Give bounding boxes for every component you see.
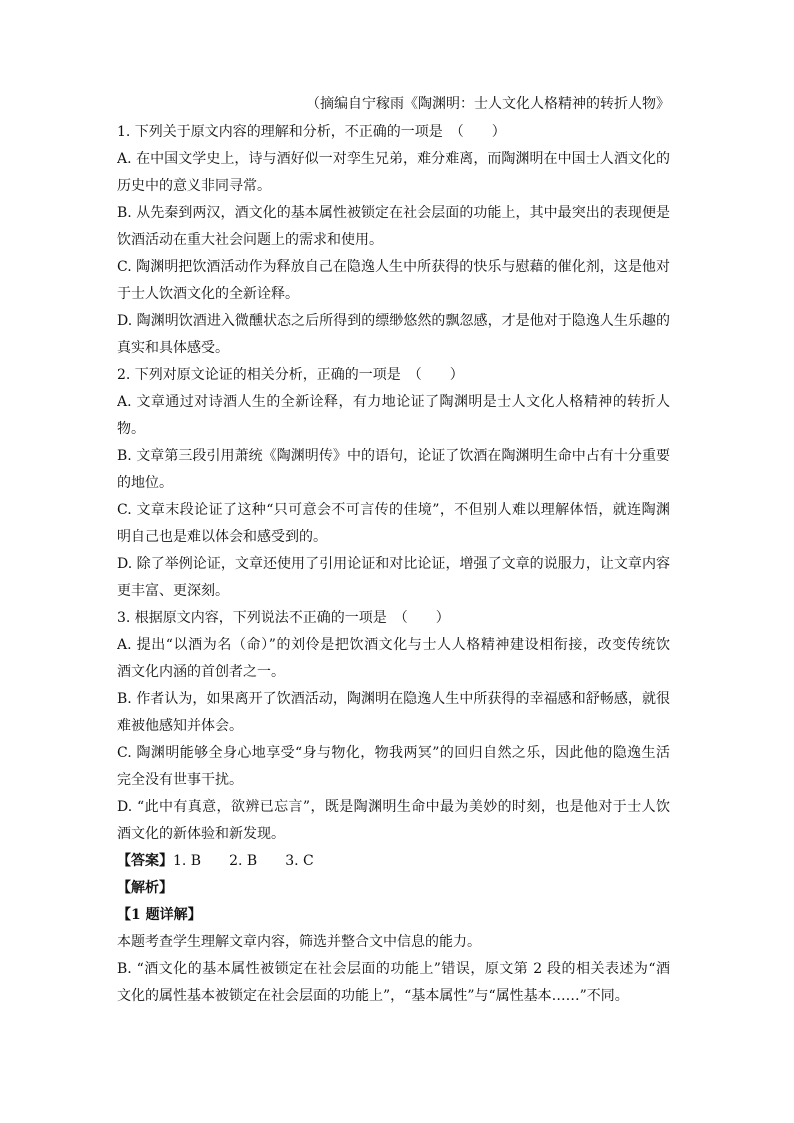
question-3-option-d: D. “此中有真意，欲辨已忘言”，既是陶渊明生命中最为美妙的时刻，也是他对于士人饮	[117, 799, 670, 815]
question-3-option-a-cont: 酒文化内涵的首创者之一。	[117, 664, 285, 680]
question-3-option-b-cont: 难被他感知并体会。	[117, 718, 243, 734]
question-1-option-a-cont: 历史中的意义非同寻常。	[117, 178, 271, 194]
question-1-option-c: C. 陶渊明把饮酒活动作为释放自己在隐逸人生中所获得的快乐与慰藉的催化剂，这是他对	[117, 259, 670, 275]
question-body	[117, 119, 670, 1010]
question-1-option-b: B. 从先秦到两汉，酒文化的基本属性被锁定在社会层面的功能上，其中最突出的表现便是	[117, 205, 670, 221]
question-2-option-d: D. 除了举例论证，文章还使用了引用论证和对比论证，增强了文章的说服力，让文章内容	[117, 556, 670, 572]
question-1-option-c-cont: 于士人饮酒文化的全新诠释。	[117, 286, 299, 302]
question-1-option-d: D. 陶渊明饮酒进入微醺状态之后所得到的缥缈悠然的飘忽感，才是他对于隐逸人生乐趣的	[117, 313, 670, 329]
answer-values: 1. B 2. B 3. C	[173, 853, 314, 869]
question-2-option-c: C. 文章末段论证了这种“只可意会不可言传的佳境”，不但别人难以理解体悟，就连陶渊	[117, 502, 670, 518]
question-3-stem: 3. 根据原文内容，下列说法不正确的一项是 （ ）	[117, 610, 450, 626]
question-1-option-b-cont: 饮酒活动在重大社会问题上的需求和使用。	[117, 232, 383, 248]
question-2-option-b-cont: 的地位。	[117, 475, 173, 491]
detail-option-b: B. “酒文化的基本属性被锁定在社会层面的功能上”错误，原文第 2 段的相关表述为“酒	[117, 961, 670, 977]
question-2-option-d-cont: 更丰富、更深刻。	[117, 583, 229, 599]
detail-intro: 本题考查学生理解文章内容，筛选并整合文中信息的能力。	[117, 934, 481, 950]
question-2-stem: 2. 下列对原文论证的相关分析，正确的一项是 （ ）	[117, 367, 464, 383]
answer-line	[117, 848, 670, 875]
question-2-option-a: A. 文章通过对诗酒人生的全新诠释，有力地论证了陶渊明是士人文化人格精神的转折人	[117, 394, 670, 410]
question-3-option-c-cont: 完全没有世事干扰。	[117, 772, 243, 788]
detail-label: 【1 题详解】	[117, 907, 202, 923]
question-3-option-d-cont: 酒文化的新体验和新发现。	[117, 826, 285, 842]
question-1-stem: 1. 下列关于原文内容的理解和分析，不正确的一项是 （ ）	[117, 124, 506, 140]
question-3-option-a: A. 提出“以酒为名（命）”的刘伶是把饮酒文化与士人人格精神建设相衔接，改变传统饮	[117, 637, 670, 653]
question-2-option-c-cont: 明自己也是难以体会和感受到的。	[117, 529, 327, 545]
question-3-option-b: B. 作者认为，如果离开了饮酒活动，陶渊明在隐逸人生中所获得的幸福感和舒畅感，就很	[117, 691, 670, 707]
source-citation: （摘编自宁稼雨《陶渊明：士人文化人格精神的转折人物》	[306, 96, 670, 112]
question-3-option-c: C. 陶渊明能够全身心地享受“身与物化，物我两冥”的回归自然之乐，因此他的隐逸生活	[117, 745, 670, 761]
detail-option-b-cont: 文化的属性基本被锁定在社会层面的功能上”，“基本属性”与“属性基本……”不同。	[117, 988, 629, 1004]
analysis-label: 【解析】	[117, 880, 173, 896]
question-2-option-a-cont: 物。	[117, 421, 145, 437]
question-1-option-d-cont: 真实和具体感受。	[117, 340, 229, 356]
answer-label: 【答案】	[117, 853, 173, 869]
question-1-option-a: A. 在中国文学史上，诗与酒好似一对孪生兄弟，难分难离，而陶渊明在中国士人酒文化的	[117, 151, 670, 167]
question-2-option-b: B. 文章第三段引用萧统《陶渊明传》中的语句，论证了饮酒在陶渊明生命中占有十分重要	[117, 448, 670, 464]
